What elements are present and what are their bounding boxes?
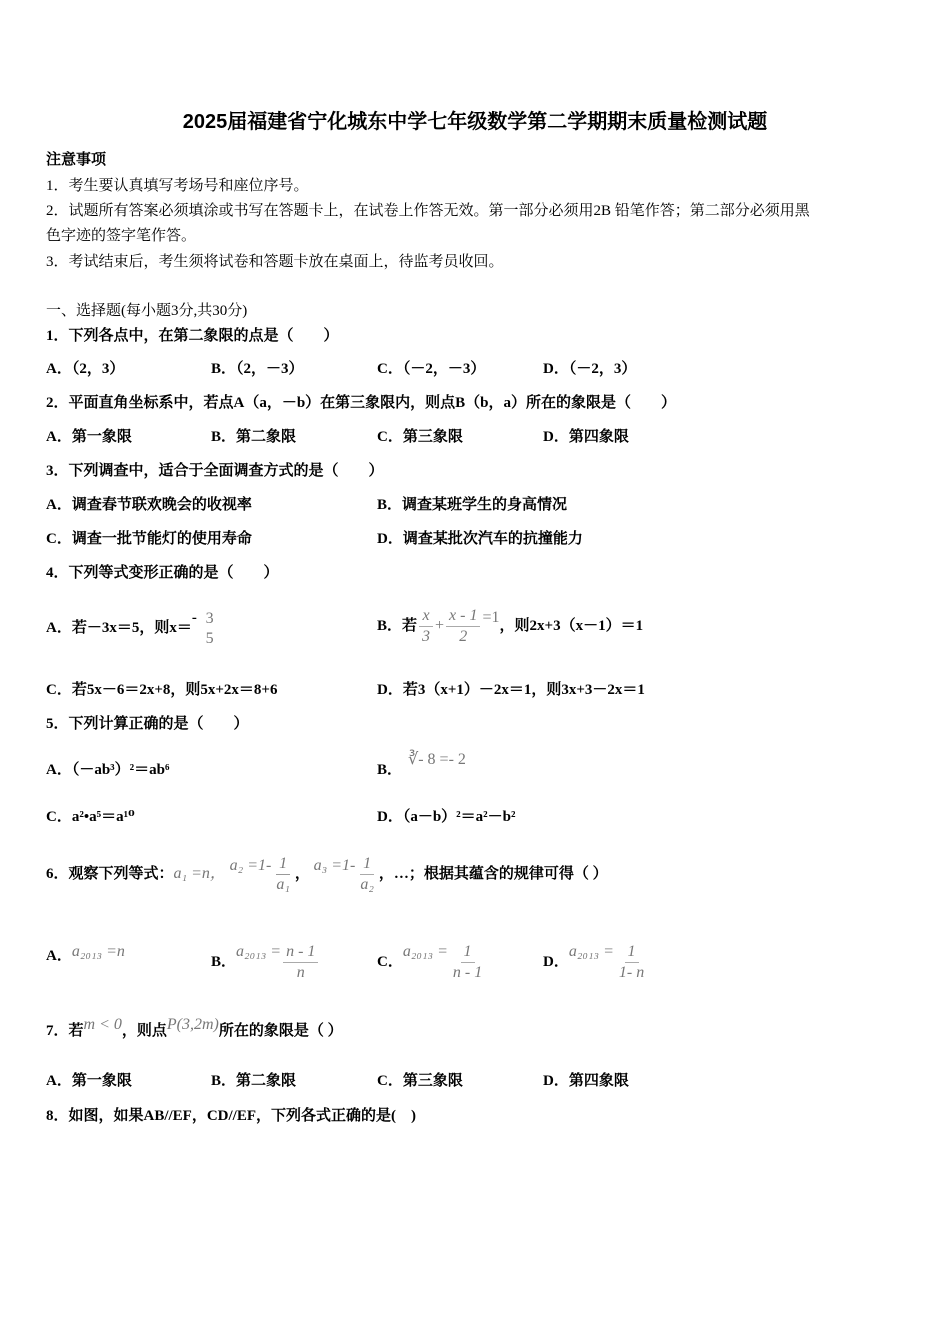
question-5: 5．下列计算正确的是（ ） xyxy=(46,716,249,732)
option-a xyxy=(46,596,219,650)
option-c: C．（－2，－3） xyxy=(377,361,486,377)
question-1: 1．下列各点中，在第二象限的点是（ ） xyxy=(46,328,339,344)
option-d: D．（a－b）²＝a²－b² xyxy=(377,809,516,825)
question-6 xyxy=(46,844,608,896)
option-c: C．调查一批节能灯的使用寿命 xyxy=(46,531,252,547)
option-d: D．第四象限 xyxy=(543,1073,629,1089)
lhs: a₂₀₁₃ = xyxy=(402,943,448,960)
denominator: 1- n xyxy=(618,964,645,982)
question-8: 8．如图，如果AB//EF，CD//EF，下列各式正确的是( ) xyxy=(46,1108,416,1124)
notice-item: 1．考生要认真填写考场号和座位序号。 xyxy=(46,178,309,194)
option-b xyxy=(377,751,466,780)
denominator: 3 xyxy=(422,628,431,646)
notice-item: 3．考试结束后，考生须将试卷和答题卡放在桌面上，待监考员收回。 xyxy=(46,254,504,270)
option-d: D．第四象限 xyxy=(543,429,629,445)
numerator: 3 xyxy=(205,609,214,627)
fraction xyxy=(616,942,647,983)
option-c: C．若5x－6＝2x+8，则5x+2x＝8+6 xyxy=(46,682,278,698)
option-label: C． xyxy=(377,954,403,970)
numerator: x xyxy=(419,606,432,627)
minus-sign: - xyxy=(191,610,197,626)
question-2: 2．平面直角坐标系中，若点A（a，－b）在第三象限内，则点B（b，a）所在的象限是（ ） xyxy=(46,395,677,411)
option-a: A．调查春节联欢晚会的收视率 xyxy=(46,497,252,513)
q7-stem-mid: ，则点 xyxy=(121,1023,167,1039)
fraction xyxy=(273,854,293,895)
question-7 xyxy=(46,1016,343,1041)
option-a-text: A．若－3x＝5，则x＝ xyxy=(46,620,192,636)
fraction xyxy=(283,942,318,983)
condition-math: m < 0 xyxy=(83,1016,122,1033)
denominator: n xyxy=(296,964,305,982)
denominator: 2 xyxy=(459,628,468,646)
denominator: a₁ xyxy=(276,876,290,894)
option-a-math: a₂₀₁₃ =n xyxy=(71,943,125,960)
equals: =1 xyxy=(482,609,500,626)
denominator: n - 1 xyxy=(452,964,483,982)
equation-a2: a₂ =1- xyxy=(229,857,272,874)
section-heading: 一、选择题(每小题3分,共30分) xyxy=(46,303,248,319)
numerator: 1 xyxy=(625,942,639,963)
fraction xyxy=(419,606,433,647)
fraction xyxy=(450,942,485,983)
option-b-label: B． xyxy=(377,762,403,778)
option-a xyxy=(46,930,125,978)
numerator: 1 xyxy=(461,942,475,963)
notice-item: 2．试题所有答案必须填涂或书写在答题卡上，在试卷上作答无效。第一部分必须用2B 铅笔作答；第二部分必须用黑 xyxy=(46,203,810,219)
point-math: P(3,2m) xyxy=(166,1016,219,1033)
question-3: 3．下列调查中，适合于全面调查方式的是（ ） xyxy=(46,463,384,479)
numerator: 1 xyxy=(276,854,290,875)
equation-a3: a₃ =1- xyxy=(313,857,356,874)
question-4: 4．下列等式变形正确的是（ ） xyxy=(46,565,279,581)
option-b: B．调查某班学生的身高情况 xyxy=(377,497,568,513)
option-c: C．第三象限 xyxy=(377,429,463,445)
option-b xyxy=(211,930,320,984)
option-c: C．a²•a⁵＝a¹⁰ xyxy=(46,809,135,825)
q7-stem-end: 所在的象限是（ ） xyxy=(218,1023,343,1039)
option-d: D．若3（x+1）－2x＝1，则3x+3－2x＝1 xyxy=(377,682,645,698)
notice-item: 色字迹的签字笔作答。 xyxy=(46,228,197,244)
fraction xyxy=(357,854,377,895)
option-label: B． xyxy=(211,954,237,970)
option-a: A．第一象限 xyxy=(46,1073,132,1089)
denominator: 5 xyxy=(205,629,214,647)
numerator: n - 1 xyxy=(283,942,318,963)
fraction xyxy=(203,609,217,649)
option-b: B．第二象限 xyxy=(211,429,297,445)
option-d xyxy=(543,930,649,984)
option-c: C．第三象限 xyxy=(377,1073,463,1089)
option-d: D．调查某批次汽车的抗撞能力 xyxy=(377,531,583,547)
lhs: a₂₀₁₃ = xyxy=(568,943,614,960)
option-b-tail: ，则2x+3（x－1）＝1 xyxy=(499,618,644,634)
denominator: a₂ xyxy=(360,876,374,894)
option-a: A．（2，3） xyxy=(46,361,125,377)
plus: + xyxy=(435,617,445,634)
equation-a1: a₁ =n， xyxy=(173,865,226,882)
numerator: 1 xyxy=(360,854,374,875)
option-a: A．（－ab³）²＝ab⁶ xyxy=(46,762,170,778)
notice-heading: 注意事项 xyxy=(46,152,107,168)
cube-root-expression: ∛- 8 =- 2 xyxy=(408,751,466,768)
q6-stem: 6．观察下列等式： xyxy=(46,866,174,882)
option-b: B．第二象限 xyxy=(211,1073,297,1089)
option-b-label: B．若 xyxy=(377,618,418,634)
option-b xyxy=(377,596,643,648)
option-d: D．（－2，3） xyxy=(543,361,637,377)
lhs: a₂₀₁₃ = xyxy=(236,943,282,960)
q6-stem-end: ，…；根据其蕴含的规律可得（ ） xyxy=(378,866,608,882)
numerator: x - 1 xyxy=(446,606,480,627)
option-c xyxy=(377,930,487,984)
option-label: D． xyxy=(543,954,569,970)
option-label: A． xyxy=(46,948,72,964)
option-a: A．第一象限 xyxy=(46,429,132,445)
page-title: 2025届福建省宁化城东中学七年级数学第二学期期末质量检测试题 xyxy=(182,111,768,133)
q7-stem: 7．若 xyxy=(46,1023,84,1039)
fraction xyxy=(446,606,480,647)
option-b: B．（2，－3） xyxy=(211,361,304,377)
comma: ， xyxy=(294,866,310,882)
